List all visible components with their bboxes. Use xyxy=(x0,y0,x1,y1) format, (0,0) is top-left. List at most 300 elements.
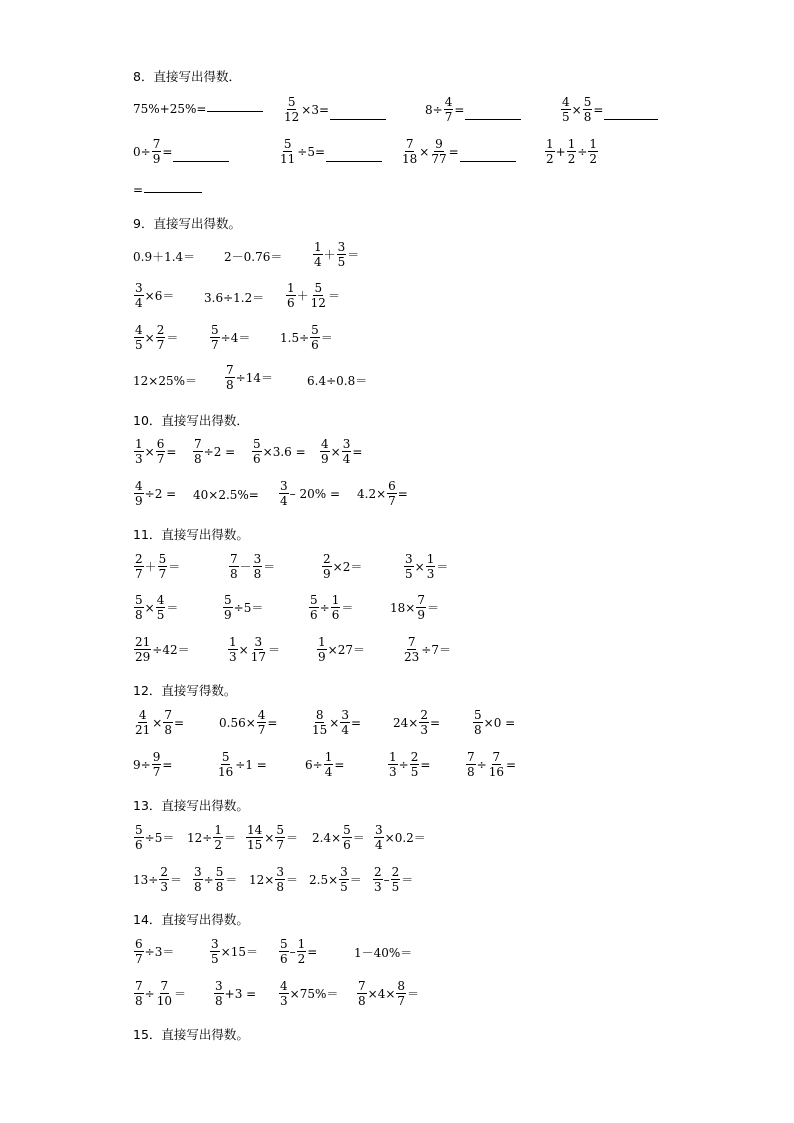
fraction xyxy=(159,866,169,893)
section-13-title: 13．直接写出得数。 xyxy=(133,798,249,813)
answer-blank[interactable] xyxy=(604,118,658,120)
fraction-numerator: 5 xyxy=(211,323,219,337)
operator-text: = xyxy=(429,715,441,730)
fraction-numerator: 3 xyxy=(135,281,143,295)
problem xyxy=(357,480,408,507)
problem xyxy=(133,480,176,507)
answer-blank[interactable] xyxy=(326,160,382,162)
fraction xyxy=(228,636,238,663)
operator-text: ×3.6 = xyxy=(262,444,306,459)
problem xyxy=(219,709,277,736)
operator-text: 8÷ xyxy=(425,102,443,117)
fraction xyxy=(588,138,598,165)
problem xyxy=(321,553,362,580)
fraction xyxy=(134,709,151,736)
operator-text: = xyxy=(505,757,517,772)
fraction-denominator: 2 xyxy=(214,838,222,852)
operator-text: × xyxy=(144,330,155,345)
fraction-denominator: 5 xyxy=(211,952,219,966)
fraction-numerator: 1 xyxy=(589,137,598,151)
fraction-numerator: 21 xyxy=(135,635,151,649)
fraction-numerator: 4 xyxy=(562,95,570,109)
problem xyxy=(372,866,413,893)
fraction-denominator: 8 xyxy=(215,994,223,1008)
operator-text: ÷ xyxy=(144,986,155,1001)
fraction-denominator: 9 xyxy=(417,608,425,622)
fraction-denominator: 9 xyxy=(323,567,331,581)
fraction-denominator: 16 xyxy=(488,765,504,779)
fraction-denominator: 6 xyxy=(287,296,295,310)
fraction-numerator: 8 xyxy=(315,708,324,722)
fraction xyxy=(342,824,352,851)
fraction-numerator: 7 xyxy=(407,635,416,649)
answer-blank[interactable] xyxy=(465,118,521,120)
fraction-denominator: 5 xyxy=(340,880,348,894)
problem xyxy=(393,709,440,736)
problem xyxy=(224,364,273,391)
fraction xyxy=(401,138,418,165)
operator-text: ＝ xyxy=(225,872,238,887)
operator-text: ×0.2＝ xyxy=(384,830,426,845)
operator-text: ÷4＝ xyxy=(220,330,251,345)
fraction-numerator: 1 xyxy=(331,593,340,607)
operator-text: ＝ xyxy=(169,872,182,887)
operator-text: = xyxy=(334,757,345,772)
problem xyxy=(133,184,202,196)
operator-text: ×27＝ xyxy=(327,642,365,657)
fraction xyxy=(488,751,505,778)
fraction-numerator: 1 xyxy=(229,635,237,649)
fraction-denominator: 6 xyxy=(311,338,319,352)
operator-text: × xyxy=(144,444,155,459)
fraction-numerator: 7 xyxy=(226,363,234,377)
operator-text: – xyxy=(289,944,296,959)
problem xyxy=(307,375,367,387)
fraction xyxy=(583,96,593,123)
operator-text: ×0 = xyxy=(483,715,516,730)
fraction xyxy=(193,438,203,465)
fraction xyxy=(310,282,327,309)
fraction-numerator: 5 xyxy=(135,823,143,837)
fraction-numerator: 1 xyxy=(318,635,326,649)
problem xyxy=(356,980,419,1007)
fraction xyxy=(567,138,577,165)
fraction-denominator: 5 xyxy=(405,567,413,581)
operator-text: ÷5＝ xyxy=(233,600,264,615)
fraction-numerator: 3 xyxy=(211,937,219,951)
fraction-denominator: 18 xyxy=(402,152,418,166)
answer-blank[interactable] xyxy=(330,118,386,120)
fraction-denominator: 5 xyxy=(337,255,346,269)
fraction-denominator: 7 xyxy=(156,338,165,352)
fraction xyxy=(426,553,436,580)
fraction-denominator: 7 xyxy=(388,494,396,508)
fraction-numerator: 1 xyxy=(567,137,576,151)
fraction-denominator: 8 xyxy=(135,608,143,622)
operator-text: = xyxy=(307,944,318,959)
fraction-numerator: 1 xyxy=(297,937,306,951)
fraction-numerator: 4 xyxy=(321,437,329,451)
operator-text: × xyxy=(238,642,249,657)
fraction-numerator: 5 xyxy=(253,437,261,451)
problem xyxy=(285,282,340,309)
fraction-denominator: 6 xyxy=(310,608,318,622)
fraction-numerator: 5 xyxy=(135,593,143,607)
fraction-denominator: 8 xyxy=(467,765,475,779)
fraction-numerator: 5 xyxy=(215,865,224,879)
fraction-denominator: 6 xyxy=(135,838,143,852)
fraction-denominator: 8 xyxy=(276,880,284,894)
fraction-denominator: 8 xyxy=(194,452,202,466)
fraction-denominator: 8 xyxy=(226,378,234,392)
fraction xyxy=(419,709,429,736)
fraction xyxy=(388,751,398,778)
fraction-numerator: 7 xyxy=(358,979,366,993)
operator-text: ＝ xyxy=(285,872,298,887)
operator-text: = xyxy=(173,715,185,730)
fraction xyxy=(158,553,168,580)
fraction-numerator: 5 xyxy=(280,937,288,951)
fraction-numerator: 1 xyxy=(324,750,333,764)
fraction-denominator: 17 xyxy=(250,650,266,664)
operator-text: ＝ xyxy=(347,247,360,262)
fraction-numerator: 3 xyxy=(276,865,284,879)
fraction-denominator: 21 xyxy=(135,723,151,737)
operator-text: ÷7＝ xyxy=(421,642,451,657)
fraction xyxy=(403,636,420,663)
fraction xyxy=(339,866,349,893)
operator-text: – 20% = xyxy=(289,486,340,501)
fraction-denominator: 6 xyxy=(331,608,340,622)
operator-text: 2.4× xyxy=(312,830,342,845)
fraction-numerator: 1 xyxy=(314,240,322,254)
fraction-denominator: 7 xyxy=(397,994,406,1008)
problem xyxy=(308,594,353,621)
fraction xyxy=(134,938,144,965)
fraction-numerator: 7 xyxy=(467,750,475,764)
fraction-denominator: 8 xyxy=(135,994,143,1008)
fraction xyxy=(213,824,223,851)
fraction xyxy=(396,980,406,1007)
operator-text: ÷5= xyxy=(297,144,326,159)
fraction xyxy=(134,636,151,663)
problem xyxy=(305,751,344,778)
problem xyxy=(249,866,298,893)
fraction-numerator: 2 xyxy=(420,708,428,722)
problem xyxy=(216,751,267,778)
problem xyxy=(465,751,516,778)
fraction xyxy=(561,96,571,123)
operator-text: ＝ xyxy=(166,600,179,615)
fraction-denominator: 3 xyxy=(160,880,168,894)
fraction xyxy=(250,636,267,663)
fraction-numerator: 4 xyxy=(135,479,143,493)
fraction xyxy=(466,751,476,778)
fraction xyxy=(444,96,454,123)
fraction-numerator: 3 xyxy=(342,437,351,451)
fraction-denominator: 8 xyxy=(215,880,224,894)
problem xyxy=(133,438,176,465)
operator-text: 0÷ xyxy=(133,144,151,159)
fraction-numerator: 1 xyxy=(287,281,295,295)
operator-text: 0.56× xyxy=(219,715,256,730)
operator-text: 24× xyxy=(393,715,419,730)
operator-text: ＝ xyxy=(352,830,365,845)
fraction-denominator: 12 xyxy=(284,110,300,124)
fraction-denominator: 77 xyxy=(431,152,447,166)
operator-text: ×6＝ xyxy=(144,288,175,303)
fraction-denominator: 8 xyxy=(194,880,202,894)
fraction-denominator: 2 xyxy=(589,152,598,166)
fraction-denominator: 7 xyxy=(211,338,219,352)
fraction-denominator: 4 xyxy=(375,838,383,852)
fraction-numerator: 4 xyxy=(444,95,453,109)
fraction xyxy=(275,866,285,893)
operator-text: = xyxy=(162,144,173,159)
fraction xyxy=(134,480,144,507)
operator-text: × xyxy=(414,559,425,574)
fraction-denominator: 11 xyxy=(280,152,296,166)
problem xyxy=(133,553,180,580)
fraction-numerator: 7 xyxy=(405,137,414,151)
operator-text: ＋ xyxy=(144,559,157,574)
fraction-denominator: 9 xyxy=(152,152,161,166)
fraction-denominator: 7 xyxy=(156,452,165,466)
problem xyxy=(402,636,451,663)
operator-text: ＝ xyxy=(166,330,179,345)
fraction-denominator: 23 xyxy=(404,650,420,664)
answer-blank[interactable] xyxy=(173,160,229,162)
operator-text: = xyxy=(166,444,177,459)
section-14-title: 14．直接写出得数。 xyxy=(133,912,249,927)
fraction xyxy=(313,241,323,268)
operator-text: ÷1 = xyxy=(235,757,267,772)
fraction-denominator: 7 xyxy=(444,110,453,124)
fraction-denominator: 4 xyxy=(342,452,351,466)
fraction xyxy=(134,980,144,1007)
operator-text: 12÷ xyxy=(187,830,213,845)
fraction xyxy=(156,438,166,465)
fraction xyxy=(217,751,234,778)
problem xyxy=(425,96,521,123)
answer-blank[interactable] xyxy=(207,110,263,112)
fraction-denominator: 6 xyxy=(253,452,261,466)
fraction-denominator: 6 xyxy=(280,952,288,966)
fraction-numerator: 1 xyxy=(135,437,143,451)
fraction xyxy=(337,241,347,268)
fraction-denominator: 15 xyxy=(247,838,263,852)
operator-text: = xyxy=(397,486,408,501)
fraction xyxy=(156,324,166,351)
fraction-numerator: 5 xyxy=(221,750,230,764)
problem xyxy=(309,866,362,893)
operator-text: × xyxy=(144,600,155,615)
fraction-numerator: 1 xyxy=(389,750,397,764)
operator-text: 6÷ xyxy=(305,757,323,772)
problem xyxy=(213,980,256,1007)
operator-text: +3 = xyxy=(224,986,257,1001)
fraction xyxy=(430,138,447,165)
fraction xyxy=(279,938,289,965)
operator-text: ＝ xyxy=(327,288,340,303)
fraction-denominator: 15 xyxy=(312,723,328,737)
fraction-numerator: 6 xyxy=(156,437,165,451)
fraction-denominator: 8 xyxy=(230,567,238,581)
fraction-denominator: 8 xyxy=(164,723,172,737)
fraction xyxy=(297,938,307,965)
operator-text: = xyxy=(593,102,604,117)
operator-text: ÷ xyxy=(319,600,330,615)
problem xyxy=(544,138,599,165)
fraction xyxy=(134,553,144,580)
problem xyxy=(133,251,195,263)
fraction-denominator: 10 xyxy=(156,994,172,1008)
problem xyxy=(133,138,229,165)
operator-text: ＝ xyxy=(267,642,280,657)
fraction-numerator: 3 xyxy=(337,240,346,254)
fraction-denominator: 2 xyxy=(297,952,306,966)
operator-text: 6.4÷0.8＝ xyxy=(307,374,368,388)
problem xyxy=(133,709,184,736)
problem xyxy=(222,594,263,621)
fraction xyxy=(210,938,220,965)
fraction xyxy=(156,594,166,621)
fraction-denominator: 4 xyxy=(280,494,288,508)
fraction xyxy=(279,980,289,1007)
problem xyxy=(227,636,280,663)
problem xyxy=(133,938,174,965)
fraction-numerator: 2 xyxy=(391,865,400,879)
operator-text: 12× xyxy=(249,872,275,887)
fraction-numerator: 1 xyxy=(426,552,435,566)
problem xyxy=(560,96,658,123)
operator-text: － xyxy=(239,559,252,574)
problem xyxy=(133,636,190,663)
problem xyxy=(133,103,263,115)
fraction-denominator: 9 xyxy=(321,452,329,466)
fraction-numerator: 3 xyxy=(215,979,223,993)
problem xyxy=(133,324,178,351)
fraction-numerator: 7 xyxy=(230,552,238,566)
fraction-numerator: 7 xyxy=(417,593,425,607)
operator-text: – xyxy=(383,872,390,887)
answer-blank[interactable] xyxy=(460,160,516,162)
operator-text: × xyxy=(152,715,163,730)
operator-text: 3.6÷1.2＝ xyxy=(204,291,265,305)
operator-text: 0.9＋1.4＝ xyxy=(133,250,196,264)
operator-text: = xyxy=(454,102,465,117)
problem xyxy=(204,292,264,304)
operator-text: ×4× xyxy=(367,986,396,1001)
operator-text: ÷ xyxy=(476,757,487,772)
operator-text: = xyxy=(352,444,363,459)
problem xyxy=(310,709,361,736)
fraction-numerator: 4 xyxy=(280,979,288,993)
answer-blank[interactable] xyxy=(144,191,202,193)
fraction-numerator: 5 xyxy=(283,137,292,151)
fraction-numerator: 7 xyxy=(152,137,161,151)
operator-text: = xyxy=(420,757,431,772)
problem xyxy=(192,438,235,465)
fraction xyxy=(253,553,263,580)
problem xyxy=(133,594,178,621)
fraction xyxy=(374,824,384,851)
operator-text: = xyxy=(350,715,362,730)
fraction xyxy=(342,438,352,465)
fraction-denominator: 8 xyxy=(358,994,366,1008)
operator-text: ＝ xyxy=(263,559,276,574)
fraction-denominator: 9 xyxy=(224,608,232,622)
fraction-numerator: 2 xyxy=(374,865,382,879)
fraction xyxy=(152,138,162,165)
fraction xyxy=(310,324,320,351)
fraction-denominator: 5 xyxy=(410,765,419,779)
fraction-numerator: 1 xyxy=(546,137,554,151)
fraction-numerator: 3 xyxy=(375,823,383,837)
fraction xyxy=(223,594,233,621)
fraction-numerator: 9 xyxy=(435,137,443,151)
fraction-numerator: 4 xyxy=(156,593,165,607)
operator-text: × xyxy=(264,830,275,845)
fraction xyxy=(340,709,350,736)
fraction-denominator: 9 xyxy=(135,494,143,508)
fraction xyxy=(134,324,144,351)
operator-text: ×2＝ xyxy=(332,559,363,574)
fraction-numerator: 5 xyxy=(583,95,592,109)
fraction-numerator: 5 xyxy=(311,323,319,337)
section-9-title: 9．直接写出得数。 xyxy=(133,216,241,231)
problem xyxy=(278,138,382,165)
fraction xyxy=(215,866,225,893)
problem xyxy=(209,938,258,965)
operator-text: ＝ xyxy=(173,986,186,1001)
problem xyxy=(228,553,275,580)
fraction-numerator: 2 xyxy=(156,323,165,337)
fraction-denominator: 4 xyxy=(324,765,333,779)
fraction-denominator: 7 xyxy=(276,838,284,852)
problem xyxy=(192,866,237,893)
fraction-denominator: 12 xyxy=(310,296,326,310)
fraction-denominator: 8 xyxy=(583,110,592,124)
problem xyxy=(224,251,282,263)
fraction-numerator: 7 xyxy=(160,979,169,993)
fraction xyxy=(404,553,414,580)
fraction xyxy=(225,364,235,391)
operator-text: 9÷ xyxy=(133,757,151,772)
problem xyxy=(278,480,340,507)
operator-text: ＝ xyxy=(223,830,236,845)
fraction xyxy=(309,594,319,621)
problem xyxy=(133,980,186,1007)
operator-text: ＝ xyxy=(426,600,439,615)
problem xyxy=(390,594,439,621)
fraction-denominator: 9 xyxy=(318,650,326,664)
section-11-title: 11．直接写出得数。 xyxy=(133,527,249,542)
problem xyxy=(245,824,298,851)
fraction-denominator: 3 xyxy=(426,567,435,581)
fraction-denominator: 4 xyxy=(314,255,322,269)
problem xyxy=(209,324,250,351)
operator-text: = xyxy=(267,715,278,730)
problem xyxy=(187,824,236,851)
operator-text: ÷2 = xyxy=(203,444,236,459)
operator-text: ÷14＝ xyxy=(235,370,273,385)
operator-text: ＝ xyxy=(341,600,354,615)
fraction xyxy=(373,866,383,893)
fraction-numerator: 5 xyxy=(474,708,482,722)
fraction-numerator: 3 xyxy=(341,708,349,722)
problem xyxy=(472,709,515,736)
